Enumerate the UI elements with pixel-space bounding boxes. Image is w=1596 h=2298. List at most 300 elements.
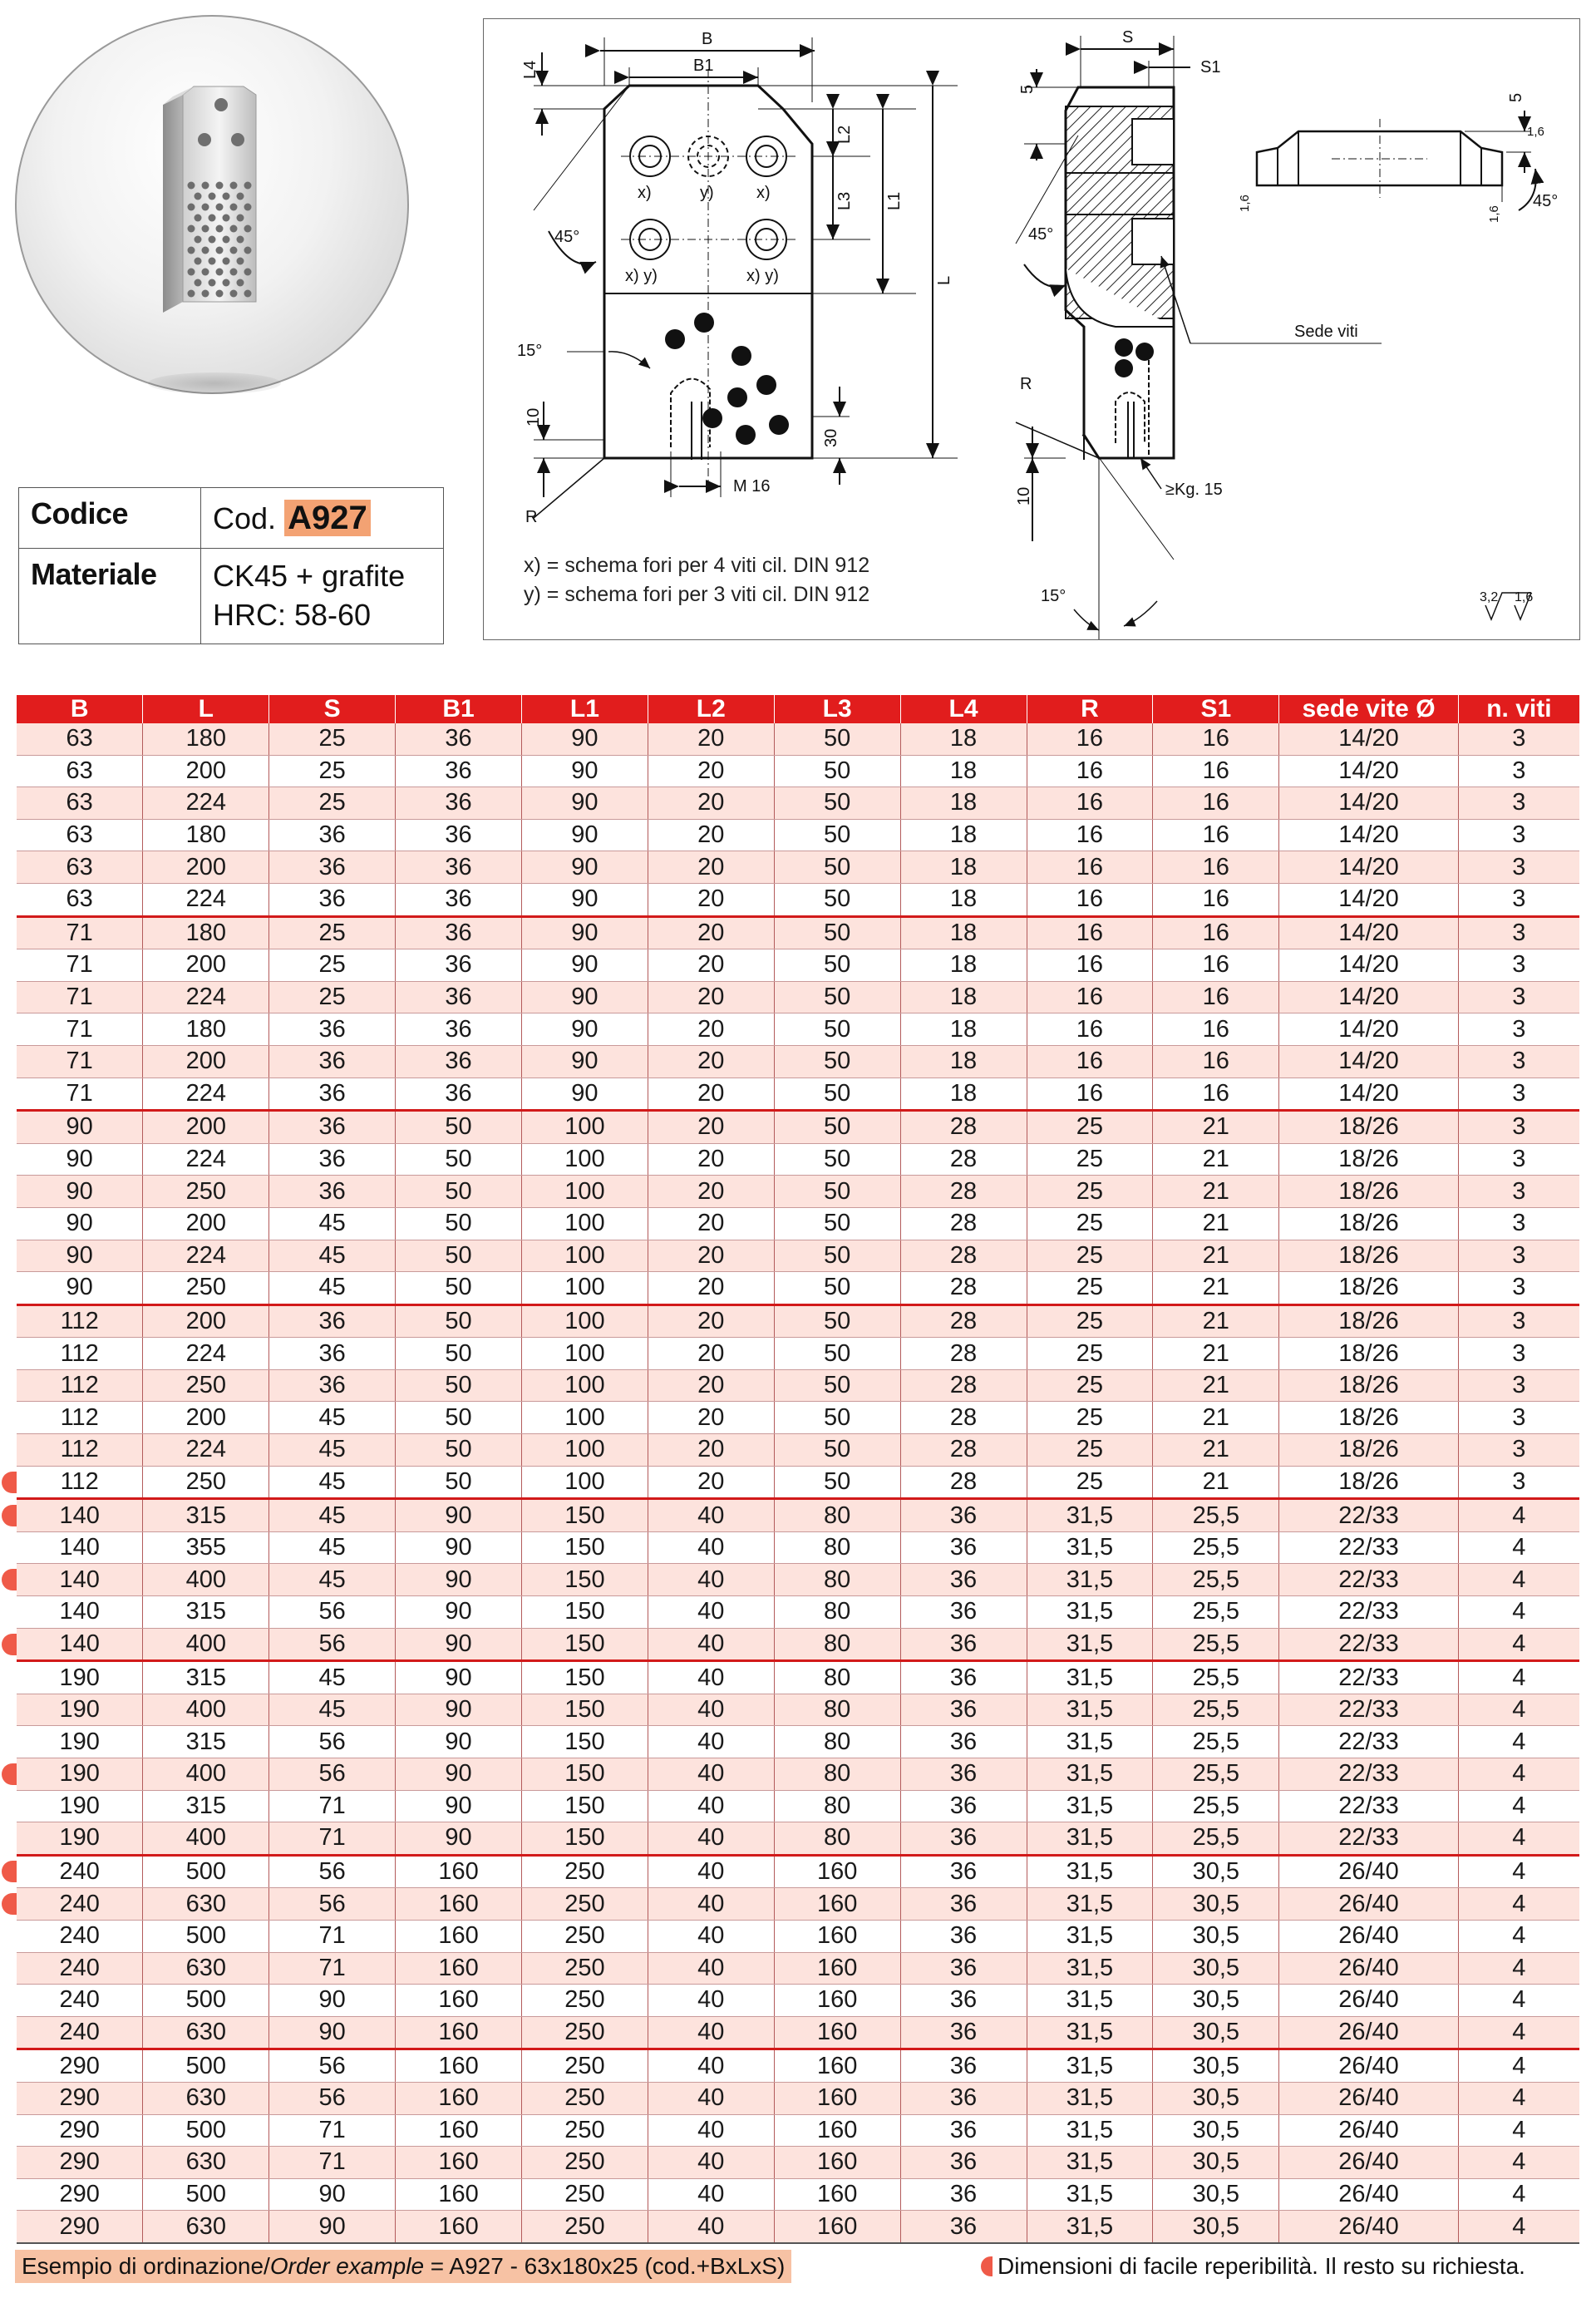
label-m16: M 16 [733,477,771,496]
table-cell: 31,5 [1027,1758,1153,1791]
table-cell: 180 [143,1013,269,1046]
table-cell: 50 [396,1272,522,1305]
table-row [17,1564,1579,1596]
table-cell: 31,5 [1027,1694,1153,1726]
table-cell: 26/40 [1279,2082,1459,2114]
table-cell: 25 [1027,1272,1153,1305]
table-cell: 90 [396,1596,522,1629]
table-cell: 16 [1153,1077,1279,1111]
table-cell: 50 [774,755,900,787]
table-cell: 50 [774,1466,900,1499]
table-cell: 45 [269,1466,396,1499]
table-cell: 315 [143,1726,269,1758]
table-cell: 190 [17,1758,143,1791]
photo-shadow [148,372,281,394]
table-cell: 25 [1027,1338,1153,1370]
table-cell: 90 [396,1790,522,1822]
table-cell: 20 [648,1240,774,1272]
table-cell: 36 [900,1661,1027,1694]
table-cell: 36 [900,1694,1027,1726]
product-code: A927 [284,500,371,536]
table-cell: 20 [648,1176,774,1208]
table-cell: 36 [900,1628,1027,1661]
table-cell: 16 [1153,787,1279,820]
table-cell: 3 [1458,1338,1579,1370]
table-cell: 30,5 [1153,2147,1279,2179]
table-cell: 18 [900,819,1027,851]
table-cell: 400 [143,1694,269,1726]
spec-row-material [19,549,443,644]
table-row [17,787,1579,820]
table-cell: 30,5 [1153,2049,1279,2083]
table-cell: 50 [774,1434,900,1467]
table-cell: 36 [900,2147,1027,2179]
table-cell: 290 [17,2211,143,2243]
table-cell: 160 [774,2147,900,2179]
table-cell: 40 [648,2049,774,2083]
table-cell: 18/26 [1279,1272,1459,1305]
table-row [17,1369,1579,1402]
table-cell: 16 [1153,1013,1279,1046]
table-cell: 240 [17,1985,143,2017]
table-cell: 80 [774,1596,900,1629]
table-cell: 3 [1458,1077,1579,1111]
table-cell: 190 [17,1661,143,1694]
table-cell: 63 [17,723,143,755]
legend-y: y) = schema fori per 3 viti cil. DIN 912 [524,583,870,606]
table-cell: 630 [143,2211,269,2243]
table-row [17,949,1579,982]
table-cell: 14/20 [1279,1013,1459,1046]
table-cell: 90 [522,916,648,949]
table-cell: 315 [143,1790,269,1822]
material-name: CK45 + grafite [213,559,406,593]
table-cell: 56 [269,1888,396,1921]
table-cell: 16 [1027,949,1153,982]
table-cell: 100 [522,1338,648,1370]
table-cell: 30,5 [1153,2082,1279,2114]
table-cell: 250 [522,2211,648,2243]
table-row [17,1888,1579,1921]
table-cell: 140 [17,1499,143,1532]
table-cell: 31,5 [1027,1920,1153,1952]
table-cell: 50 [774,1240,900,1272]
table-cell: 16 [1027,883,1153,916]
table-cell: 100 [522,1176,648,1208]
spec-box [18,487,444,644]
table-cell: 20 [648,949,774,982]
table-cell: 36 [900,2211,1027,2243]
hardness: HRC: 58-60 [213,597,372,632]
table-cell: 16 [1027,981,1153,1013]
table-cell: 25,5 [1153,1564,1279,1596]
table-header [17,695,1579,723]
table-cell: 50 [774,787,900,820]
table-cell: 90 [522,883,648,916]
table-cell: 28 [900,1402,1027,1434]
table-cell: 20 [648,1369,774,1402]
table-cell: 160 [396,1855,522,1888]
table-cell: 28 [900,1143,1027,1176]
table-cell: 16 [1153,851,1279,884]
table-cell: 63 [17,787,143,820]
table-row [17,723,1579,755]
table-cell: 20 [648,1077,774,1111]
table-cell: 80 [774,1790,900,1822]
label-10b: 10 [1015,486,1033,505]
table-cell: 31,5 [1027,1661,1153,1694]
table-cell: 16 [1153,981,1279,1013]
table-cell: 50 [396,1304,522,1338]
table-cell: 18 [900,851,1027,884]
table-cell: 18 [900,1077,1027,1111]
table-cell: 36 [396,755,522,787]
table-cell: 25,5 [1153,1758,1279,1791]
table-cell: 50 [396,1143,522,1176]
table-cell: 100 [522,1207,648,1240]
table-cell: 160 [396,2211,522,2243]
table-row [17,1013,1579,1046]
table-cell: 40 [648,1985,774,2017]
table-cell: 150 [522,1628,648,1661]
label-45b: 45° [1028,225,1054,244]
table-cell: 3 [1458,1143,1579,1176]
table-cell: 50 [774,819,900,851]
table-cell: 500 [143,2178,269,2211]
table-cell: 224 [143,1240,269,1272]
table-cell: 31,5 [1027,2114,1153,2147]
table-cell: 25 [1027,1304,1153,1338]
table-cell: 290 [17,2178,143,2211]
table-cell: 18 [900,723,1027,755]
table-cell: 630 [143,2147,269,2179]
table-cell: 40 [648,1888,774,1921]
label-l: L [935,275,953,285]
table-cell: 40 [648,2147,774,2179]
table-cell: 112 [17,1466,143,1499]
table-cell: 21 [1153,1272,1279,1305]
table-cell: 200 [143,1402,269,1434]
table-cell: 180 [143,819,269,851]
table-cell: 160 [396,1888,522,1921]
table-cell: 16 [1027,916,1153,949]
table-cell: 250 [143,1369,269,1402]
table-cell: 250 [143,1466,269,1499]
table-cell: 224 [143,1434,269,1467]
table-cell: 3 [1458,755,1579,787]
table-cell: 36 [900,1888,1027,1921]
availability-note [981,2250,1525,2283]
table-cell: 71 [269,1920,396,1952]
table-cell: 90 [269,2211,396,2243]
table-cell: 250 [522,1920,648,1952]
table-cell: 26/40 [1279,2016,1459,2049]
table-cell: 63 [17,883,143,916]
table-cell: 3 [1458,787,1579,820]
table-cell: 4 [1458,2016,1579,2049]
table-cell: 36 [396,883,522,916]
column-header: L1 [522,695,648,723]
table-cell: 3 [1458,1176,1579,1208]
table-cell: 112 [17,1369,143,1402]
table-cell: 31,5 [1027,2082,1153,2114]
table-row [17,2147,1579,2179]
table-cell: 4 [1458,1985,1579,2017]
table-cell: 400 [143,1628,269,1661]
table-cell: 22/33 [1279,1758,1459,1791]
table-cell: 31,5 [1027,1726,1153,1758]
order-italic: Order example [269,2253,425,2279]
table-cell: 40 [648,1531,774,1564]
codice-value [201,488,443,548]
table-cell: 50 [396,1207,522,1240]
table-cell: 140 [17,1628,143,1661]
table-cell: 36 [269,883,396,916]
table-cell: 100 [522,1466,648,1499]
table-row [17,1434,1579,1467]
label-16a: 1,6 [1527,125,1544,139]
table-cell: 100 [522,1240,648,1272]
codice-label: Codice [19,488,201,548]
table-cell: 40 [648,1758,774,1791]
table-cell: 50 [774,1143,900,1176]
table-cell: 80 [774,1694,900,1726]
table-row [17,2178,1579,2211]
table-cell: 28 [900,1434,1027,1467]
table-cell: 16 [1027,755,1153,787]
table-cell: 90 [17,1272,143,1305]
table-cell: 25,5 [1153,1596,1279,1629]
availability-marker [2,1472,17,1493]
table-cell: 40 [648,1661,774,1694]
table-cell: 80 [774,1758,900,1791]
table-cell: 90 [396,1531,522,1564]
table-cell: 56 [269,2082,396,2114]
table-cell: 22/33 [1279,1694,1459,1726]
table-cell: 160 [774,1985,900,2017]
table-cell: 100 [522,1111,648,1144]
table-cell: 50 [396,1369,522,1402]
table-cell: 14/20 [1279,1077,1459,1111]
table-cell: 140 [17,1564,143,1596]
table-cell: 71 [269,1790,396,1822]
label-16c: 1,6 [1487,205,1501,223]
column-header: R [1027,695,1153,723]
table-cell: 200 [143,1045,269,1077]
table-cell: 31,5 [1027,1790,1153,1822]
table-cell: 63 [17,755,143,787]
table-cell: 71 [17,1045,143,1077]
table-cell: 315 [143,1499,269,1532]
table-cell: 14/20 [1279,883,1459,916]
table-cell: 16 [1027,819,1153,851]
table-cell: 140 [17,1531,143,1564]
table-cell: 150 [522,1726,648,1758]
table-cell: 31,5 [1027,2016,1153,2049]
table-row [17,1143,1579,1176]
table-cell: 50 [774,949,900,982]
cod-prefix: Cod. [213,501,277,535]
table-cell: 45 [269,1564,396,1596]
column-header: L4 [900,695,1027,723]
table-cell: 25,5 [1153,1822,1279,1856]
table-cell: 160 [774,2114,900,2147]
table-cell: 90 [396,1758,522,1791]
table-cell: 36 [900,1790,1027,1822]
table-cell: 160 [774,1888,900,1921]
table-cell: 14/20 [1279,755,1459,787]
table-cell: 4 [1458,1661,1579,1694]
table-cell: 630 [143,1952,269,1985]
table-cell: 150 [522,1661,648,1694]
table-cell: 190 [17,1822,143,1856]
table-cell: 100 [522,1272,648,1305]
table-cell: 250 [143,1272,269,1305]
table-cell: 36 [269,819,396,851]
table-cell: 50 [396,1402,522,1434]
table-cell: 20 [648,1402,774,1434]
table-cell: 56 [269,2049,396,2083]
table-cell: 3 [1458,981,1579,1013]
table-cell: 28 [900,1240,1027,1272]
label-y: y) [700,184,714,202]
table-cell: 3 [1458,1369,1579,1402]
table-cell: 4 [1458,1888,1579,1921]
label-l1: L1 [885,191,904,210]
table-cell: 250 [522,2178,648,2211]
table-cell: 20 [648,723,774,755]
table-cell: 160 [774,2049,900,2083]
table-cell: 36 [269,1338,396,1370]
table-row [17,755,1579,787]
column-header: sede vite Ø [1279,695,1459,723]
table-cell: 80 [774,1499,900,1532]
table-cell: 25 [1027,1240,1153,1272]
technical-drawing [483,18,1580,640]
table-cell: 31,5 [1027,1985,1153,2017]
table-cell: 18/26 [1279,1207,1459,1240]
table-row [17,2114,1579,2147]
table-cell: 63 [17,851,143,884]
table-row [17,1499,1579,1532]
table-cell: 4 [1458,1822,1579,1856]
table-row [17,1694,1579,1726]
table-cell: 4 [1458,2049,1579,2083]
table-cell: 36 [269,1013,396,1046]
table-cell: 4 [1458,1726,1579,1758]
table-cell: 40 [648,2211,774,2243]
table-cell: 25 [1027,1207,1153,1240]
table-cell: 3 [1458,723,1579,755]
table-cell: 630 [143,1888,269,1921]
table-cell: 40 [648,1694,774,1726]
table-cell: 40 [648,1920,774,1952]
table-cell: 160 [396,1952,522,1985]
table-cell: 30,5 [1153,2114,1279,2147]
table-cell: 36 [269,1369,396,1402]
table-cell: 31,5 [1027,2049,1153,2083]
table-cell: 90 [17,1240,143,1272]
table-cell: 3 [1458,1240,1579,1272]
table-cell: 21 [1153,1466,1279,1499]
table-cell: 36 [396,1045,522,1077]
table-cell: 30,5 [1153,1888,1279,1921]
table-cell: 36 [269,1176,396,1208]
table-cell: 28 [900,1111,1027,1144]
table-cell: 160 [396,2178,522,2211]
table-cell: 21 [1153,1111,1279,1144]
label-s1: S1 [1200,58,1221,76]
spec-row-code [19,488,443,549]
table-cell: 90 [17,1111,143,1144]
table-cell: 112 [17,1338,143,1370]
table-cell: 18/26 [1279,1338,1459,1370]
table-cell: 160 [774,1855,900,1888]
table-cell: 25 [1027,1434,1153,1467]
table-cell: 4 [1458,1499,1579,1532]
table-cell: 90 [522,1045,648,1077]
table-cell: 36 [269,1077,396,1111]
table-cell: 18 [900,981,1027,1013]
table-cell: 63 [17,819,143,851]
label-l2: L2 [835,125,854,144]
table-cell: 14/20 [1279,949,1459,982]
table-cell: 90 [522,981,648,1013]
table-cell: 50 [774,1402,900,1434]
table-cell: 31,5 [1027,1499,1153,1532]
table-cell: 25 [269,916,396,949]
table-cell: 36 [900,2114,1027,2147]
table-cell: 22/33 [1279,1531,1459,1564]
table-cell: 50 [774,1013,900,1046]
table-cell: 20 [648,819,774,851]
table-cell: 21 [1153,1402,1279,1434]
table-cell: 36 [900,1952,1027,1985]
label-45c: 45° [1533,192,1559,210]
table-cell: 4 [1458,1628,1579,1661]
table-cell: 36 [269,1045,396,1077]
table-cell: 500 [143,1920,269,1952]
order-value: = A927 - 63x180x25 (cod.+BxLxS) [424,2253,786,2279]
table-cell: 71 [269,2114,396,2147]
label-s: S [1122,28,1134,47]
table-cell: 20 [648,1045,774,1077]
table-cell: 36 [396,916,522,949]
table-cell: 40 [648,1499,774,1532]
table-cell: 50 [396,1338,522,1370]
table-cell: 14/20 [1279,916,1459,949]
table-cell: 18/26 [1279,1304,1459,1338]
table-cell: 160 [774,1952,900,1985]
table-cell: 21 [1153,1207,1279,1240]
table-cell: 50 [396,1466,522,1499]
table-cell: 25 [269,981,396,1013]
dimensions-table [17,695,1579,2244]
table-cell: 14/20 [1279,723,1459,755]
label-r1: R [525,508,538,526]
table-cell: 80 [774,1726,900,1758]
table-cell: 28 [900,1369,1027,1402]
table-cell: 21 [1153,1369,1279,1402]
table-cell: 50 [774,981,900,1013]
table-cell: 90 [396,1661,522,1694]
table-cell: 18/26 [1279,1111,1459,1144]
table-cell: 26/40 [1279,2178,1459,2211]
table-cell: 50 [774,1304,900,1338]
table-cell: 250 [522,2147,648,2179]
table-cell: 3 [1458,949,1579,982]
label-45a: 45° [554,228,580,246]
